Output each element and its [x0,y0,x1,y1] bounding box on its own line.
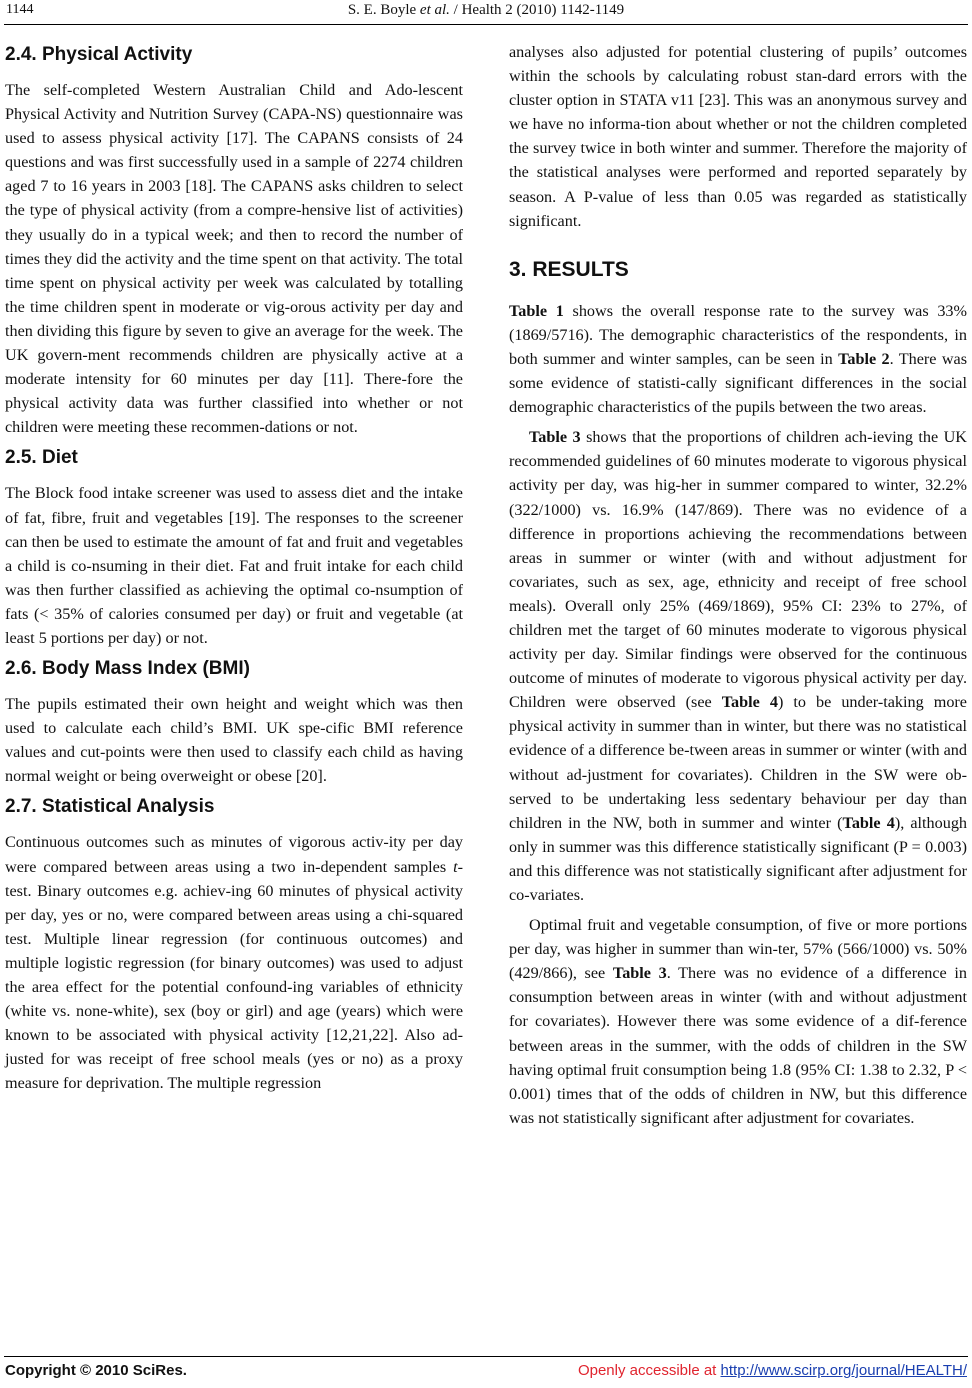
section-2-5-title: 2.5. Diet [5,447,78,469]
section-3-title: 3. RESULTS [509,257,629,281]
table-2-ref: Table 2 [838,349,890,368]
results-p1-text-a: shows the overall response rate to the survey was 33% (1869/5716). The demographic characteristics of the respondents, in both summer and winter samples, can be seen in [509,301,967,368]
results-p1-text-b: . There was some evidence of statisti-cally significant differences in the social demographic characteristics of the pupils between the two areas. [509,349,967,417]
table-1-ref: Table 1 [509,301,564,320]
running-head-authors: S. E. Boyle [347,2,420,18]
copyright-notice: Copyright © 2010 SciRes. [5,1362,187,1379]
right-column [509,40,967,1130]
footer-rule [4,1356,968,1357]
results-p2-text-b: ) to be under-taking more physical activity in summer than in winter, but there was no statistical evidence of a difference be-tween areas in summer or winter (with and without ad-justment for covariates). Children in the SW were ob-served to be undertaking less sedentary behaviour per day than children in the NW, both in summer and winter ( [509,693,967,832]
header-rule [4,24,968,25]
running-head-et-al: et al. [419,2,450,18]
results-paragraph-1 [509,299,967,419]
results-paragraph-3 [509,913,967,1130]
table-4-ref: Table 4 [721,693,778,712]
continued-paragraph: analyses also adjusted for potential clustering of pupils’ outcomes within the schools by calculating robust stan-dard errors with the cluster option in STATA v11 [23]. This was an anonymous survey and we have no informa-tion about whether or not the children completed the survey twice in both winter and summer. Therefore the majority of the statistical analyses were performed and reported separately by season. A P-value of less than 0.05 was regarded as statistically significant. [509,43,967,230]
results-paragraph-2 [509,425,967,907]
section-2-4-paragraph: The self-completed Western Australian Child and Ado-lescent Physical Activity and Nutrition Survey (CAPA-NS) questionnaire was used to assess physical activity [17]. The CAPANS consists of 24 questions and was first successfully used in a sample of 2274 children aged 7 to 16 years in 2003 [18]. The CAPANS asks children to select the type of physical activity (from a compre-hensive list of activities) they usually do in a typical week; and then to record the number of times they did the activity and the time spent on that activity. The total time spent on physical activity per week was calculated by totalling the time children spent in moderate or vig-orous activity per day and then dividing this figure by seven to give an average for the week. The UK govern-ment recommends children are physically active at a moderate intensity for 60 minutes per day [11]. There-fore the physical activity data was further classified into whether or not children were meeting these recommen-dations or not. [5,81,463,437]
section-2-6-title: 2.6. Body Mass Index (BMI) [5,658,250,680]
running-head-journal: / Health 2 (2010) 1142-1149 [449,2,625,18]
results-p3-text-b: . There was no evidence of a difference in consumption between areas in winter (with and without adjustment for covariates). However there was some evidence of a dif-ference between areas in the summer, with the odds of children in the SW having optimal fruit consumption being 1.8 (95% CI: 1.38 to 2.32, P < 0.001) times that of the odds of children in NW, but this difference was not statistically significant after adjustment for covariates. [509,964,967,1127]
results-p2-text-c: ), although only in summer was this difference statistically significant (P = 0.003) and this difference was not statistically significant after adjustment for co-variates. [509,813,968,904]
table-4-ref-2: Table 4 [842,813,895,832]
section-2-7-title: 2.7. Statistical Analysis [5,796,215,818]
section-2-5-paragraph: The Block food intake screener was used to assess diet and the intake of fat, fibre, fruit and vegetables [19]. The responses to the screener can then be used to estimate the amount of fat and fruit and vegetables a child is co-nsuming in their diet. Fat and fruit intake for each child was then further classified as achieving the optimal co-nsumption of fats (< 35% of calories consumed per day) or fruit and vegetable (at least 5 portions per day) or not. [5,484,463,647]
table-3-ref: Table 3 [529,428,581,447]
t-test-italic: t [453,857,458,876]
running-head [0,2,972,19]
section-2-7-text-b: -test. Binary outcomes e.g. achiev-ing 60 minutes of physical activity per day, yes or no, were compared between areas using a chi-squared test. Multiple linear regression (for continuous outcomes) and multiple logistic regression (for binary outcomes) was used to adjust the area effect for the potential confound-ing variables of ethnicity (white vs. none-white), sex (boy or girl) and age (years) which were known to be associated with physical activity [12,21,22]. Also ad-justed for was receipt of free school meals (yes or no) as a proxy measure for deprivation. The multiple regression [5,857,463,1093]
section-2-6-paragraph: The pupils estimated their own height and weight which was then used to calculate each child’s BMI. UK spe-cific BMI reference values and cut-points were then used to classify each child as having normal weight or being overweight or obese [20]. [5,695,463,786]
open-access-notice [578,1362,967,1379]
section-2-7-text-a: Continuous outcomes such as minutes of vigorous activ-ity per day were compared between areas using a two in-dependent samples [5,833,463,876]
results-p3-text-a: Optimal fruit and vegetable consumption, of five or more portions per day, was higher in summer than win-ter, 57% (566/1000) vs. 50% (429/866), see [509,916,967,983]
left-column [5,40,463,1095]
section-2-7-paragraph [5,830,463,1095]
journal-link[interactable]: http://www.scirp.org/journal/HEALTH/ [720,1362,967,1379]
section-2-4-title: 2.4. Physical Activity [5,44,193,65]
page-number: 1144 [6,2,34,17]
results-p2-text-a: shows that the proportions of children ach-ieving the UK recommended guidelines of 60 minutes moderate to vigorous physical activity per day, was hig-her in summer compared to winter, 32.2% (322/1000) vs. 16.9% (147/869). There was no evidence of a difference in proportions achieving the recommendations between areas in summer or winter (with and without adjustment for covariates, such as sex, age, ethnicity and receipt of free school meals). Overall only 25% (469/1869), 95% CI: 23% to 27%, of children met the target of 60 minutes moderate to vigorous physical activity per day. Similar findings were observed for the continuous outcome of minutes of moderate to vigorous physical activity per day. Children were observed (see [509,428,968,712]
table-3-ref-2: Table 3 [612,964,667,983]
open-access-text: Openly accessible at [577,1362,721,1379]
